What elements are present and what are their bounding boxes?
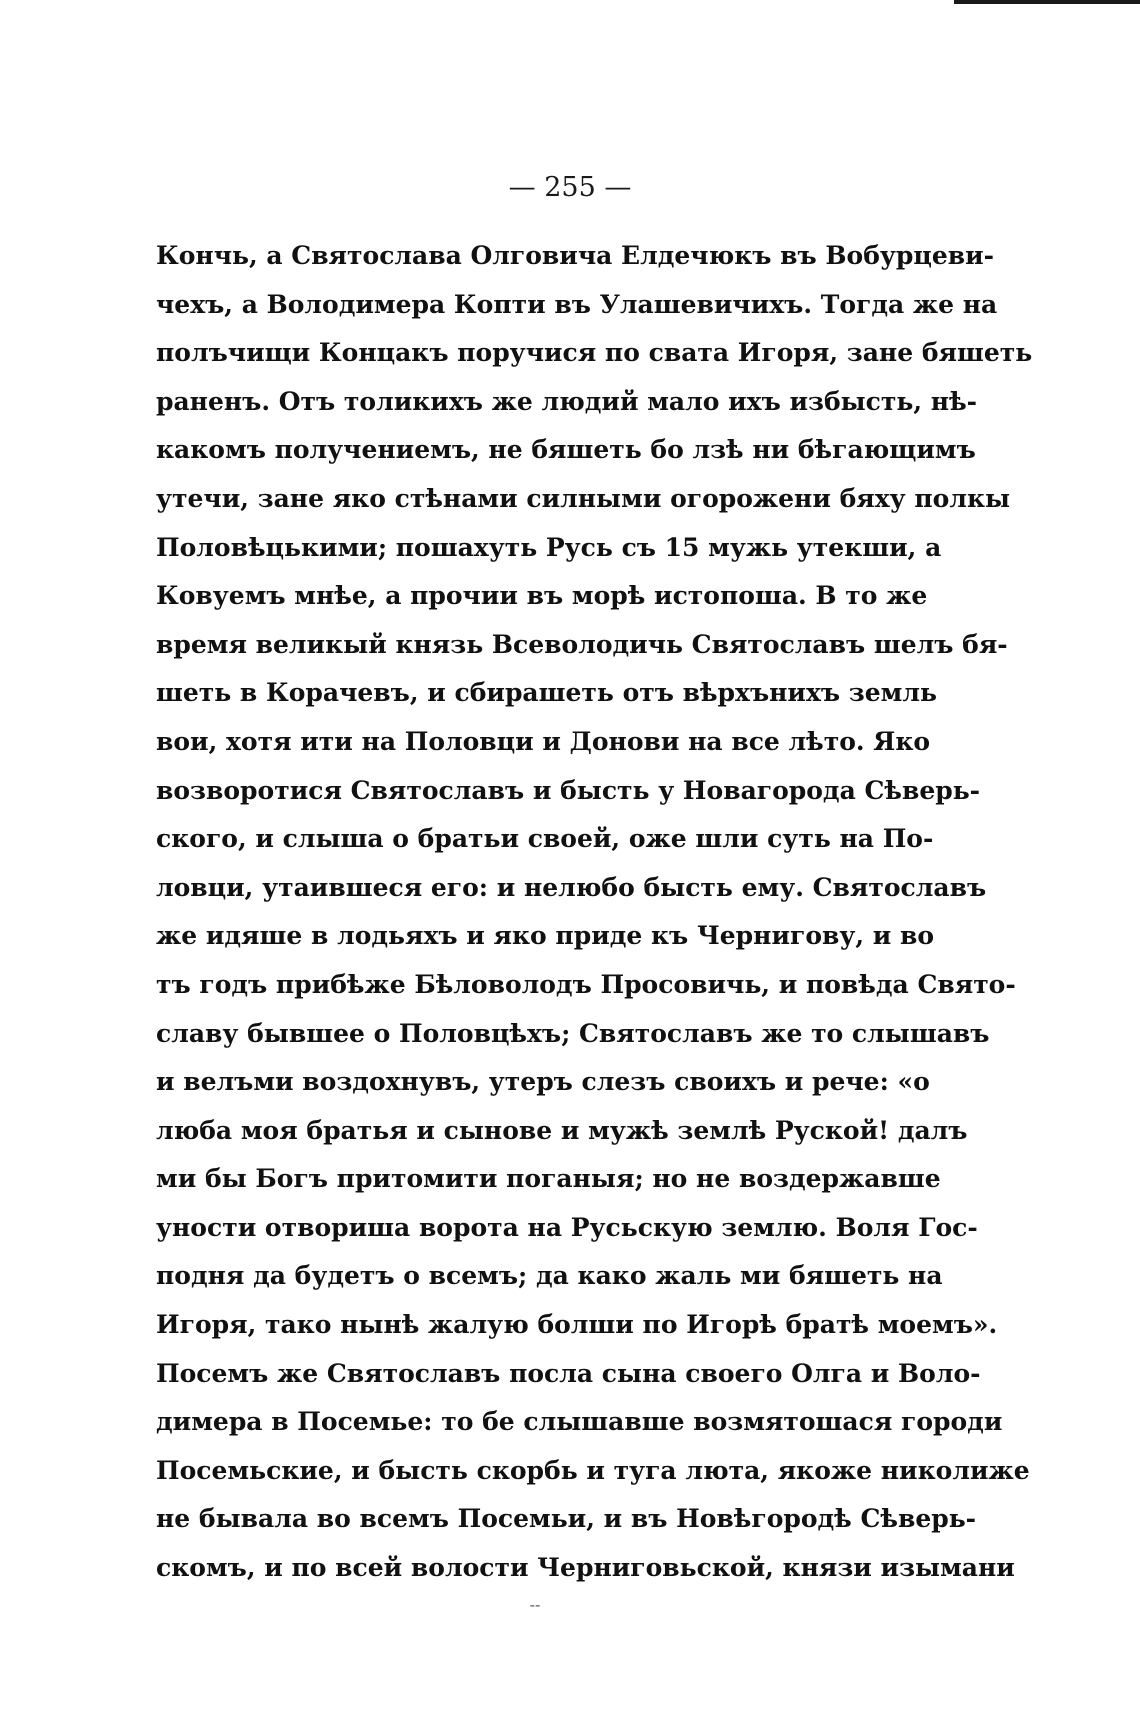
text-line: утечи, зане яко стѣнами силными огорожени бяху полкы xyxy=(156,483,1011,513)
text-line: славу бывшее о Половцѣхъ; Святославъ же то слышавъ xyxy=(156,1018,990,1048)
text-line: шеть в Корачевъ, и сбирашеть отъ вѣрхънихъ земль xyxy=(156,678,937,708)
top-edge-rule xyxy=(954,0,1140,4)
text-line: Половѣцькими; пошахуть Русь съ 15 мужь утекши, а xyxy=(156,532,942,562)
text-line: Кончь, а Святослава Олговича Елдечюкъ въ Вобурцеви- xyxy=(156,241,995,270)
text-line: раненъ. Отъ толикихъ же людий мало ихъ избысть, нѣ- xyxy=(156,386,978,416)
text-line: ского, и слыша о братьи своей, оже шли суть на По- xyxy=(156,824,934,854)
text-line: чехъ, а Володимера Копти въ Улашевичихъ. Тогда же на xyxy=(156,289,998,319)
text-line: ловци, утаившеся его: и нелюбо бысть ему. Святославъ xyxy=(156,872,987,902)
text-line: возворотися Святославъ и бысть у Новагорода Сѣверь- xyxy=(156,775,981,805)
text-line: и велъми воздохнувъ, утеръ слезъ своихъ и рече: «о xyxy=(156,1067,930,1097)
text-line: димера в Посемье: то бе слышавше возмятошася городи xyxy=(156,1407,1003,1437)
text-line: вои, хотя ити на Половци и Донови на все лѣто. Яко xyxy=(156,726,931,756)
text-line: люба моя братья и сынове и мужѣ землѣ Руской! далъ xyxy=(156,1115,968,1145)
text-line: Посемьские, и бысть скорбь и туга люта, якоже николиже xyxy=(156,1455,1030,1485)
footer-mark: -- xyxy=(529,1595,541,1614)
text-line: Ковуемъ мнѣе, а прочии въ морѣ истопоша. В то же xyxy=(156,581,928,611)
text-line: Игоря, тако нынѣ жалую болши по Игорѣ братѣ моемъ». xyxy=(156,1310,998,1340)
text-line: какомъ получениемъ, не бяшеть бо лзѣ ни бѣгающимъ xyxy=(156,435,976,465)
text-line: подня да будетъ о всемъ; да како жаль ми бяшеть на xyxy=(156,1261,943,1291)
text-line: время великый князь Всеволодичь Святославъ шелъ бя- xyxy=(156,629,1008,659)
text-line: не бывала во всемъ Посемьи, и въ Новѣгородѣ Сѣверь- xyxy=(156,1504,977,1534)
body-text xyxy=(156,232,1033,1593)
page-number: — 255 — xyxy=(508,172,632,203)
text-line: же идяше в лодьяхъ и яко приде къ Чернигову, и во xyxy=(156,921,935,951)
text-line: уности отвориша ворота на Русьскую землю. Воля Гос- xyxy=(156,1212,978,1242)
text-line: ми бы Богъ притомити поганыя; но не воздержавше xyxy=(156,1164,941,1194)
text-line: Посемъ же Святославъ посла сына своего Олга и Воло- xyxy=(156,1358,981,1388)
text-line: полъчищи Концакъ поручися по свата Игоря, зане бяшеть xyxy=(156,338,1033,368)
text-line: тъ годъ прибѣже Бѣловолодъ Просовичь, и повѣда Свято- xyxy=(156,969,1016,999)
text-line: скомъ, и по всей волости Черниговьской, князи изымани xyxy=(156,1553,1015,1583)
